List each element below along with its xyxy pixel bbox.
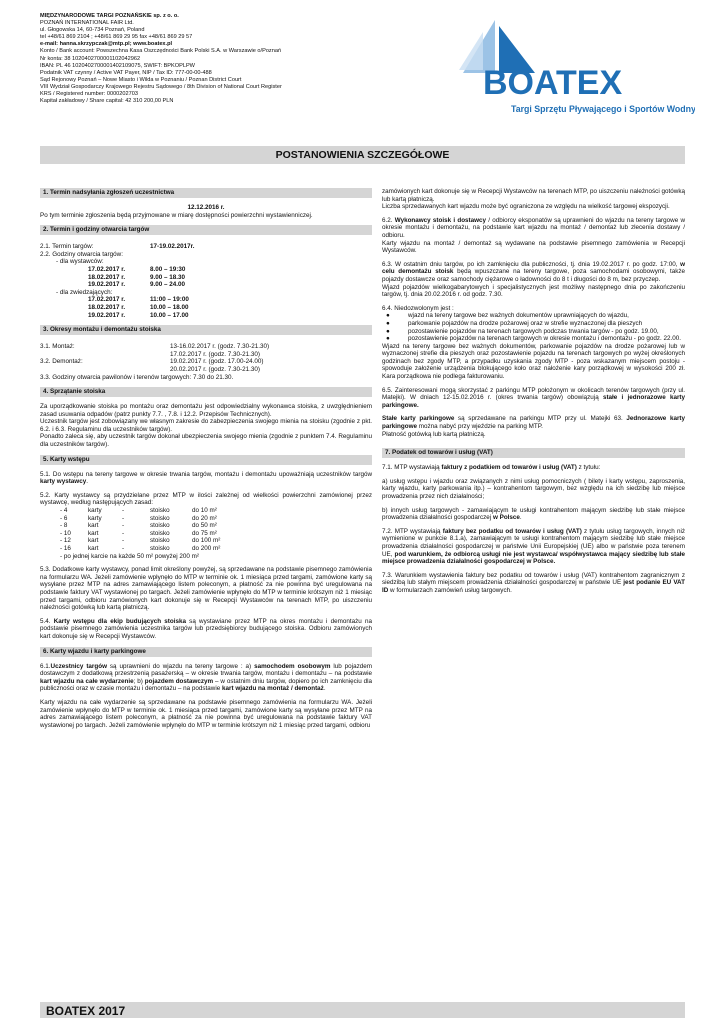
- build-up-2: 17.02.2017 r. (godz. 7.30-21.30): [170, 350, 260, 358]
- section-6-p3: zamówionych kart dokonuje się w Recepcji Wystawców na terenach MTP, po uiszczeniu należności gotówką lub kartą płatniczą.: [382, 188, 685, 203]
- section-6-p2: Karty wjazdu na całe wydarzenie są sprzedawane na podstawie pisemnego zamówienia na formularzu WA. Jeżeli zamówienie wpłynęło do MTP w terminie ok. 1 miesiąca przed targami, zamówione karty są wysyłane przez MTP na adres zamawiającego listem poleconym, a płatność za nie powinna być uregulowana na podstawie faktury VAT wystawionej po targach. Jeżeli zamówienie wpłynęło do MTP w terminie krótszym niż 1 miesiąc przed targami, odbioru: [40, 698, 372, 729]
- s6-p7-bold: w celu demontażu stoisk: [382, 260, 685, 276]
- section-5-p1: 5.1. Do wstępu na tereny targowe w okresie trwania targów, montażu i demontażu upoważniają uczestników targów karty wystawcy.: [40, 470, 372, 486]
- prohibited-list: [382, 312, 685, 342]
- section-6-p4: Liczba sprzedawanych kart wjazdu może być ograniczona ze względu na wielkość targowej ekspozycji.: [382, 203, 670, 211]
- bullet-icon: ●: [386, 327, 390, 335]
- vis-hours-1: 11:00 – 19:00: [150, 296, 189, 304]
- card-allocation-table: [40, 507, 372, 560]
- fair-dates-label: 2.1. Termin targów:: [40, 243, 94, 251]
- list-item: [382, 312, 685, 320]
- s7-p4-b1: faktury bez podatku od towarów i usług (VAT): [442, 527, 582, 535]
- list-item: [382, 320, 685, 328]
- s6-p7-t2: będą wpuszczane na tereny targowe, poza samochodami osobowymi, także pojazdy dostawcze oraz samochody ciężarowe o ładowności do 8 t i długości do 8 m, bez przyczep.: [382, 268, 685, 283]
- s7-p5-t2: w formularzach zamówień usług targowych.: [388, 586, 512, 594]
- account-number: Nr konta: 38 1020402700001102042962: [40, 55, 141, 62]
- vis-date-3: 19.02.2017 r.: [88, 311, 126, 319]
- build-up-1: 13-16.02.2017 r. (godz. 7.30-21.30): [170, 343, 270, 351]
- section-4-p3: Ponadto zaleca się, aby uczestnik targów dokonał ubezpieczenia swojego mienia (zgodnie z punktem 7.4. Regulaminu dla uczestników targów).: [40, 433, 372, 449]
- list-item-text: parkowanie pojazdów na drodze pożarowej oraz w strefie wyznaczonej dla pieszych: [408, 319, 643, 327]
- exh-hours-2: 9.00 – 18.30: [150, 273, 186, 281]
- company-phone: tel +48/61 869 2104 ; +48/61 869 29 95 fax +48/61 869 29 57: [40, 34, 193, 41]
- s6-p12-t1: są sprzedawane na parkingu MTP przy ul. Matejki 63.: [454, 415, 627, 423]
- alloc-area: do 50 m²: [192, 522, 217, 530]
- alloc-area: do 200 m²: [192, 545, 221, 552]
- alloc-unit: kart: [88, 529, 99, 537]
- bullet-icon: ●: [386, 312, 390, 320]
- section-7-p2: a) usług wstępu i wjazdu oraz związanych z nimi usług pomocniczych ( bilety i karty wstępu, zaproszenia, karty wjazdu, karty parkowania itp.) – kontrahentom targowym, bez względu na ich siedzibę lub miejsce prowadzenia przez nich działalności;: [382, 477, 685, 500]
- company-email[interactable]: e-mail: hanna.skrzypczak@mtp.pl; www.boatex.pl: [40, 41, 173, 48]
- pavilion-hours: 3.3. Godziny otwarcia pawilonów i terenów targowych: 7.30 do 21.30.: [40, 373, 234, 381]
- section-5-p4: [40, 618, 372, 641]
- s6-p7-t1: 6.3. W ostatnim dniu targów, po ich zamknięciu dla publiczności, tj. dnia 19.02.2017 r. po godz. 17:00,: [382, 260, 681, 268]
- section-7-heading: 7. Podatek od towarów i usług (VAT): [382, 448, 685, 458]
- section-6-p6: Karty wjazdu na montaż / demontaż są wydawane na podstawie pisemnego zamówienia w Recepcji Wystawców.: [382, 239, 685, 255]
- alloc-unit: kart: [88, 545, 99, 552]
- alloc-count: - 16: [60, 545, 71, 552]
- section-6-p10: Wjazd na tereny targowe bez ważnych dokumentów, parkowanie pojazdów na drodze pożarowej lub w wyznaczonej strefie dla pieszych oraz pozostawienie pojazdu na terenach targowych po wyżej określonych godzinach bez zgody MTP, a przypadku uzyskania zgody MTP - poza wskazanym miejscem postoju - spowoduje założenie urządzenia blokującego koło oraz nałożenie kary porządkowej w wysokości 200 zł. Kara porządkowa nie podlega fakturowaniu.: [382, 342, 685, 381]
- bank-account: Konto / Bank account: Powszechna Kasa Oszczędności Bank Polski S.A. w Warszawie o/Poznań: [40, 48, 282, 55]
- s7-p5-bold: jest podanie EU VAT ID: [382, 579, 685, 594]
- footer-title: BOATEX 2017: [46, 1004, 126, 1018]
- section-6-p12: [382, 415, 685, 430]
- s6-p12-t2: można nabyć przy wjeździe na parking MTP.: [417, 423, 543, 431]
- dismantling-label: 3.2. Demontaż:: [40, 358, 83, 366]
- s7-p1-t2: z tytułu:: [576, 464, 601, 472]
- alloc-extra: - po jednej karcie na każde 50 m² powyżej 200 m²: [60, 552, 199, 560]
- dismantling-2: 20.02.2017 r. (godz. 7.30-21.30): [170, 365, 260, 373]
- court-division: VIII Wydział Gospodarczy Krajowego Rejestru Sądowego / 8th Division of National Court Register: [40, 83, 282, 90]
- section-6-p7: [382, 261, 685, 284]
- alloc-dash: -: [122, 522, 125, 530]
- section-4-p1: Za uporządkowanie stoiska po montażu oraz demontażu jest odpowiedzialny wykonawca stoiska, z uwzględnieniem zasad usuwania odpadów (patrz punkty 7.7. , 7.8. i 12.2. Przepisów Technicznych).: [40, 403, 372, 418]
- section-4-p2: Uczestnik targów jest zobowiązany we własnym zakresie do zabezpieczenia swojego mienia na stoisku (zgodnie z pkt. 6.2. i 6.3. Regulaminu dla uczestników targów).: [40, 418, 372, 433]
- alloc-dash: -: [122, 514, 125, 522]
- logo-tagline: Targi Sprzętu Pływającego i Sportów Wodnych: [511, 104, 695, 114]
- alloc-count: - 6: [60, 514, 68, 522]
- section-6-p5: [382, 217, 685, 240]
- exh-date-3: 19.02.2017 r.: [88, 281, 126, 289]
- footer-bar: [40, 1002, 685, 1018]
- alloc-stand: stoisko: [150, 529, 170, 537]
- sail-icon: [455, 18, 695, 118]
- s6-p1-t3: ; b): [133, 677, 145, 685]
- s6-p12-b2: Jednorazowe karty parkingowe: [382, 415, 686, 431]
- alloc-area: do 100 m²: [192, 537, 221, 545]
- section-1-heading: 1. Termin nadsyłania zgłoszeń uczestnictwa: [40, 188, 372, 198]
- right-column: [382, 188, 685, 601]
- s5-p4-num: 5.4.: [40, 617, 54, 625]
- list-item-text: pozostawienie pojazdów na terenach targowych w okresie montażu i demontażu - po godz. 22.00.: [408, 335, 682, 343]
- alloc-unit: karty: [88, 507, 102, 515]
- section-6-heading: 6. Karty wjazdu i karty parkingowe: [40, 647, 372, 657]
- company-name-en: POZNAŃ INTERNATIONAL FAIR Ltd.: [40, 20, 134, 27]
- section-5-heading: 5. Karty wstępu: [40, 455, 372, 465]
- s6-p1-b1: Uczestnicy targów: [50, 662, 107, 670]
- bullet-icon: ●: [386, 319, 390, 327]
- alloc-count: - 4: [60, 507, 68, 515]
- alloc-unit: karty: [88, 514, 102, 522]
- section-6-p1: 6.1.Uczestnicy targów są uprawnieni do wjazdu na tereny targowe : a) samochodem osobowym lub pojazdem dostawczym z dodatkową przestrzenią pasażerską – w okresie trwania targów, montażu i demontażu – na podstawie kart wjazdu na całe wydarzenie; b) pojazdem dostawczym – w ostatnim dniu targów, dopiero po ich zamknięciu dla publiczności oraz w czasie montażu i demontażu – na podstawie kart wjazdu na montaż / demontaż.: [40, 662, 372, 693]
- s6-p1-num: 6.1.: [40, 662, 51, 670]
- s7-p5-t1: 7.3. Warunkiem wystawienia faktury bez podatku od towarów i usług (VAT) kontrahentom zagranicznym z siedzibą lub stałym miejscem prowadzenia działalności gospodarczej w państwie UE: [382, 571, 685, 587]
- s6-p1-t1: są uprawnieni do wjazdu na tereny targowe : a): [106, 662, 255, 670]
- vis-hours-3: 10.00 – 17.00: [150, 311, 189, 319]
- build-up-label: 3.1. Montaż:: [40, 343, 75, 351]
- s6-p5-num: 6.2.: [382, 216, 395, 224]
- s7-p4-t2: z tytułu usług targowych, innych niż wymienione w punkcie 8.1.a), zamawiającym te usługi kontrahentom mającym siedzibę lub stałe miejsce prowadzenia działalności gospodarczej w państwie Unii Europejskiej (UE) albo w państwie poza terenem UE,: [382, 527, 686, 558]
- s6-p1-b3: kart wjazdu na całe wydarzenie: [40, 677, 134, 685]
- section-2-heading: 2. Termin i godziny otwarcia targów: [40, 225, 372, 235]
- s6-p11-text: 6.5. Zainteresowani mogą skorzystać z parkingu MTP położonym w okolicach terenów targowych (przy ul. Matejki). W dniach 12-15.02.2016 r. (okres trwania targów) obowiązują: [382, 386, 685, 402]
- alloc-stand: stoisko: [150, 522, 170, 530]
- opening-hours-label: 2.2. Godziny otwarcia targów:: [40, 250, 123, 258]
- alloc-unit: kart: [88, 537, 99, 545]
- section-3-heading: 3. Okresy montażu i demontażu stoiska: [40, 325, 372, 335]
- list-item-text: wjazd na tereny targowe bez ważnych dokumentów uprawniających do wjazdu,: [408, 312, 629, 320]
- vis-date-2: 18.02.2017 r.: [88, 303, 126, 311]
- iban: IBAN: PL 46 1020402700001402109075, SWIFT: BPKOPLPW: [40, 62, 195, 69]
- alloc-stand: stoisko: [150, 514, 170, 522]
- s7-p1-t1: 7.1. MTP wystawiają: [382, 464, 442, 472]
- alloc-stand: stoisko: [150, 507, 170, 515]
- alloc-area: do 10 m²: [192, 507, 217, 515]
- vat-info: Podatnik VAT czynny / Active VAT Payer, NIP / Tax ID: 777-00-00-488: [40, 69, 212, 76]
- s6-p12-b1: Stałe karty parkingowe: [382, 415, 455, 423]
- section-7-p5: [382, 572, 685, 595]
- dismantling-1: 19.02.2017 r. (godz. 17.00-24.00): [170, 358, 264, 366]
- s6-p1-b2: samochodem osobowym: [254, 662, 331, 670]
- list-item-text: pozostawienie pojazdów na terenach targowych podczas trwania targów - po godz. 19.00,: [408, 327, 659, 335]
- alloc-count: - 10: [60, 529, 71, 537]
- s7-p3-bold: w Polsce: [492, 514, 520, 522]
- alloc-stand: stoisko: [150, 537, 170, 545]
- s5-p4-text: są wystawiane przez MTP na okres montażu i demontażu na podstawie pisemnego zamówienia uczestnika targów lub przedsiębiorcy budującego stoiska. Odbioru zamówionych kart dokonuje się w Recepcji Wystawców.: [40, 617, 372, 640]
- exh-hours-1: 8.00 – 19:30: [150, 265, 186, 273]
- s6-p1-b4: pojazdem dostawczym: [144, 677, 214, 685]
- alloc-count: - 8: [60, 522, 68, 530]
- s6-p11-bold: stałe i jednorazowe karty parkingowe.: [382, 394, 685, 409]
- section-7-p1: [382, 464, 685, 472]
- alloc-dash: -: [122, 545, 125, 552]
- section-6-p8: Wjazd pojazdów wielkogabarytowych i specjalistycznych jest możliwy następnego dnia po zakończeniu targów, tj. dnia 20.02.2016 r. od godz. 7.30.: [382, 283, 685, 299]
- s7-p4-b2: pod warunkiem, że odbiorcą usługi nie jest wystawca/ współwystawca mający siedzibę lub stałe miejsce prowadzenia działalności gospodarczej w Polsce.: [382, 550, 685, 566]
- left-column: [40, 182, 372, 735]
- s6-p1-b5: kart wjazdu na montaż / demontaż: [222, 685, 324, 693]
- alloc-dash: -: [122, 537, 125, 545]
- s6-p5-text: / odbiorcy eksponatów są uprawnieni do wjazdu na tereny targowe w okresie montażu i demontażu, na podstawie kart wjazdu na montaż / demontaż lub zlecenia dostawy / odbioru.: [382, 216, 685, 239]
- alloc-area: do 20 m²: [192, 514, 217, 522]
- section-1-text: Po tym terminie zgłoszenia będą przyjmowane w miarę dostępności powierzchni wystawienniczej.: [40, 211, 313, 219]
- alloc-dash: -: [122, 507, 125, 515]
- alloc-stand: stoisko: [150, 545, 170, 552]
- section-6-p9: 6.4. Niedozwolonym jest :: [382, 304, 454, 312]
- fair-dates-value: 17-19.02.2017r.: [150, 243, 195, 251]
- court-info: Sąd Rejonowy Poznań – Nowe Miasto i Wilda w Poznaniu / Poznan District Court: [40, 76, 242, 83]
- krs-number: KRS / Registered number: 0000202703: [40, 91, 138, 98]
- section-7-p3: b) innych usług targowych - zamawiającym te usługi kontrahentom mającym siedzibę lub stałe miejsce prowadzenia działalności gospodarczej w Polsce.: [382, 506, 685, 522]
- page-title: POSTANOWIENIA SZCZEGÓŁOWE: [40, 146, 685, 164]
- company-header: [40, 13, 340, 105]
- section-6-p13: Płatność gotówką lub kartą płatniczą.: [382, 430, 486, 438]
- application-deadline: 12.12.2016 r.: [187, 204, 225, 211]
- s5-p1-bold: karty wystawcy: [40, 478, 87, 486]
- s6-p1-t4: – w ostatnim dniu targów, dopiero po ich zamknięciu dla publiczności oraz w czasie montażu i demontażu – na podstawie: [40, 677, 372, 693]
- vis-hours-2: 10.00 – 18.00: [150, 303, 189, 311]
- exh-date-2: 18.02.2017 r.: [88, 273, 126, 281]
- alloc-dash: -: [122, 529, 125, 537]
- s7-p4-t1: 7.2. MTP wystawiają: [382, 527, 443, 535]
- alloc-count: - 12: [60, 537, 71, 545]
- section-5-p3: 5.3. Dodatkowe karty wystawcy, ponad limit określony powyżej, są sprzedawane na podstawie pisemnego zamówienia na formularzu WA. Jeżeli zamówienie wpłynęło do MTP w terminie ok. 1 miesiąca przed targami, zamówione karty są wysyłane przez MTP na adres zamawiającego listem poleconym, a płatność za nie powinna być uregulowana na podstawie faktury VAT wystawionej po targach. Jeżeli zamówienie wpłynęło do MTP w terminie krótszym niż 1 miesiąc przed targami, odbioru zamówionych kart dokonuje się w Recepcji Wystawców na terenach MTP, po uiszczeniu należności gotówką lub kartą płatniczą.: [40, 566, 372, 612]
- s6-p1-t2: lub pojazdem dostawczym z dodatkową przestrzenią pasażerską – w okresie trwania targów, montażu i demontażu – na podstawie: [40, 662, 372, 678]
- boatex-logo: [455, 18, 695, 118]
- alloc-area: do 75 m²: [192, 529, 217, 537]
- exhibitors-label: - dla wystawców:: [56, 258, 104, 266]
- bullet-icon: ●: [386, 335, 390, 343]
- s5-p4-bold: Karty wstępu dla ekip budujących stoiska: [53, 617, 186, 625]
- exh-hours-3: 9.00 – 24.00: [150, 281, 186, 289]
- s5-p1-text: 5.1. Do wstępu na tereny targowe w okresie trwania targów, montażu i demontażu upoważniają uczestników targów: [40, 470, 372, 478]
- visitors-label: - dla zwiedzających:: [56, 288, 113, 296]
- section-7-p4: [382, 528, 685, 566]
- company-name: MIĘDZYNARODOWE TARGI POZNAŃSKIE sp. z o. o.: [40, 13, 179, 19]
- alloc-unit: kart: [88, 522, 99, 530]
- share-capital: Kapitał zakładowy / Share capital: 42 310 200,00 PLN: [40, 98, 174, 105]
- s7-p3-text: b) innych usług targowych - zamawiającym te usługi kontrahentom mającym siedzibę lub stałe miejsce prowadzenia działalności gospodarczej: [382, 506, 685, 522]
- section-5-p2: 5.2. Karty wystawcy są przydzielane przez MTP w ilości zależnej od wielkości powierzchni zamówionej przez wystawcę, według następujących zasad:: [40, 491, 372, 507]
- logo-name: BOATEX: [483, 64, 623, 102]
- company-address: ul. Głogowska 14, 60-734 Poznań, Poland: [40, 27, 145, 34]
- s6-p5-bold: Wykonawcy stoisk i dostawcy: [394, 216, 487, 224]
- section-4-heading: 4. Sprzątanie stoiska: [40, 387, 372, 397]
- list-item: [382, 335, 685, 343]
- section-6-p11: [382, 387, 685, 410]
- list-item: [382, 328, 685, 336]
- s7-p1-bold: faktury z podatkiem od towarów i usług (VAT): [441, 464, 577, 472]
- exh-date-1: 17.02.2017 r.: [88, 265, 126, 273]
- vis-date-1: 17.02.2017 r.: [88, 296, 126, 304]
